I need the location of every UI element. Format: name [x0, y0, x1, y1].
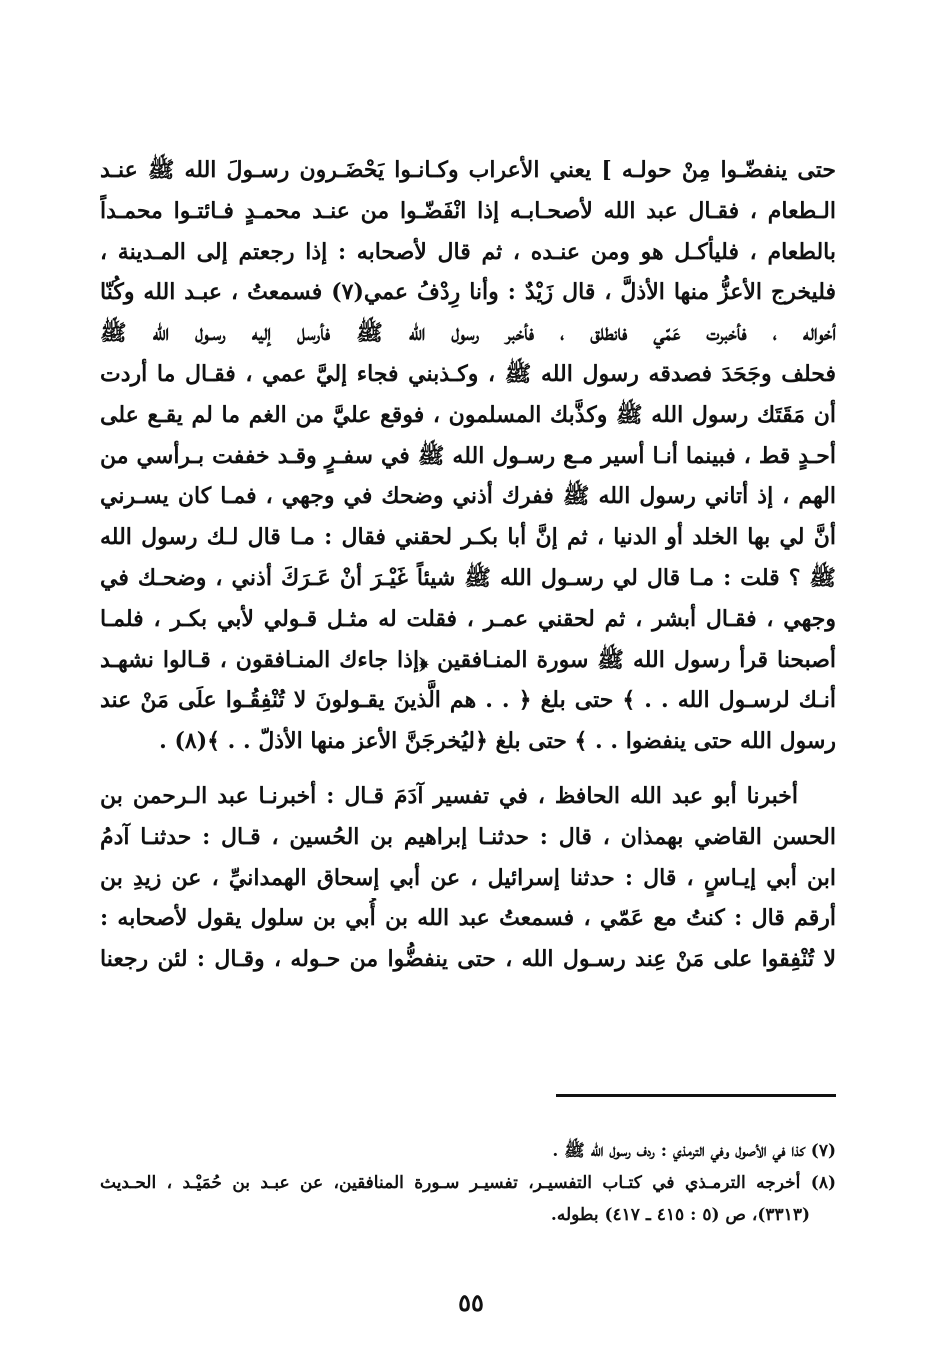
main-text [100, 150, 836, 980]
text-line: أحـدٍ قط ، فبينما أنـا أسير مـع رسـول الله ﷺ في سفـرٍ وقـد خففت بـرأسي من [100, 442, 836, 469]
footnote-8: (٨) أخرجه الترمـذي في كتـاب التفسيـر، تفسيـر سـورة المنافقين، عن عبـد بن حُمَيْـد ، الحـديث [100, 1173, 836, 1193]
text-line: حتى ينفضّـوا مِنْ حولـه ] يعني الأعراب وكـانـوا يَحْضَـرون رسـولَ الله ﷺ عنـد [100, 157, 836, 183]
text-line-indented: أخبرنا أبو عبد الله الحافظ ، في تفسير آدَمَ قـال : أخبرنـا عبد الـرحمن بن [100, 782, 798, 809]
paragraph-gap [100, 762, 836, 776]
text-line: فحلف وجَحَدَ فصدقه رسول الله ﷺ ، وكـذبني فجاء إليَّ عمي ، فقـال ما أردت [100, 360, 836, 387]
text-line: أن مَقَتَك رسول الله ﷺ وكذَّبك المسلمون ، فوقع عليَّ من الغم ما لم يقـع على [100, 401, 836, 428]
text-line: ابن أبي إيـاسٍ ، قال : حدثنا إسرائيل ، عن أبي إسحاق الهمدانيِّ ، عن زيدِ بن [100, 864, 836, 891]
text-line: الهم ، إذ أتاني رسول الله ﷺ ففرك أذني وضحك في وجهي ، فمـا كان يسـرني [100, 483, 836, 510]
footnote-8-continuation: (٣٣١٣)، ص (٥ : ٤١٥ ـ ٤١٧) بطوله. [550, 1205, 810, 1225]
text-line: وجهي ، فقـال أبشر ، ثم لحقني عمـر ، فقلت له مثـل قـولي لأبي بكـر ، فلمـا [100, 605, 836, 632]
footnote-7: (٧) كذا في الأصول وفي الترمذي : ردف رسول الله ﷺ . [552, 1141, 836, 1161]
text-line: أنـك لرسـول الله . . ﴾ حتى بلغ ﴿ . . هم الَّذينَ يقـولونَ لا تُنْفِقُـوا علَى مَنْ عند [100, 687, 836, 714]
text-line: أنَّ لي بها الخلد أو الدنيا ، ثم إنَّ أبا بكـر لحقني فقال : مـا قال لـك رسول الله [100, 524, 836, 551]
text-line: الحسن القاضي بهمذان ، قال : حدثنـا إبراهيم بن الحُسين ، قـال : حدثنـا آدمُ [100, 823, 836, 850]
text-line: لا تُنْفِقوا على مَنْ عِند رسـول الله ، حتى ينفضُّوا من حـوله ، وقـال : لئن رجعنا [100, 946, 836, 973]
text-line: أصبحنا قرأ رسول الله ﷺ سورة المنـافقين ﴿إذا جاءك المنـافقون ، قـالوا نشهـد [100, 646, 836, 673]
text-line: ﷺ ؟ قلت : مـا قال لي رسـول الله ﷺ شيئاً غَيْـرَ أنْ عَـرَكَ أذني ، وضحـك في [100, 564, 836, 591]
text-line: فليخرج الأعزُّ منها الأذلَّ ، قال زَيْدٌ : وأنا رِدْفُ عمي(٧) فسمعتُ ، عبـد الله وكُنّا [100, 279, 836, 306]
text-line: أرقم قال : كنتُ مع عَمّي ، فسمعتُ عبد الله بن أُبي بن سلول يقول لأصحابه : [100, 905, 836, 932]
footnote-separator-rule [556, 1094, 836, 1097]
text-line-paragraph-end: رسول الله حتى ينفضوا . . ﴾ حتى بلغ ﴿ليُخرجَنَّ الأعز منها الأذلّ . . ﴾(٨) . [159, 728, 836, 755]
footnotes [100, 1135, 836, 1231]
text-line: أخواله ، فأخبرت عَمّي فانطلق ، فأخبر رسول الله ﷺ فأرسل إليه رسـول الله ﷺ [100, 320, 836, 347]
page-number: ٥٥ [458, 1288, 484, 1317]
text-line: بالطعام ، فليأكـل هو ومن عنـده ، ثم قال لأصحابه : إذا رجعتم إلى المـدينة ، [100, 238, 836, 265]
text-line: الـطعام ، فقـال عبد الله لأصحـابـه إذا انْفَضّـوا من عنـد محمـدٍ فـائتـوا محمـداً [100, 197, 836, 224]
